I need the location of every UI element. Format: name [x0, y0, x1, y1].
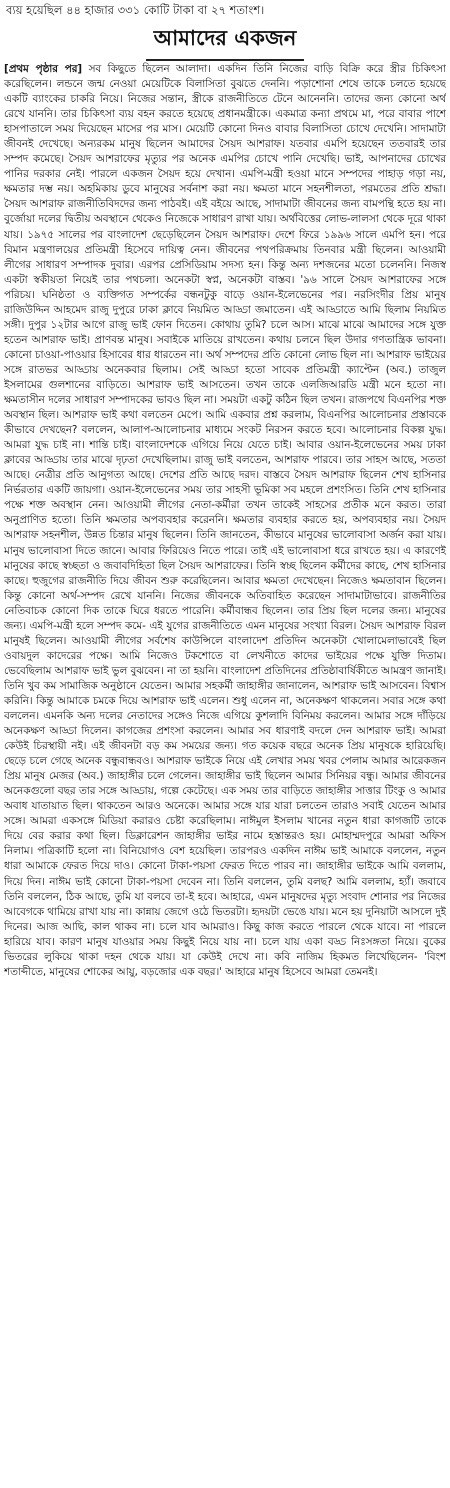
previous-article-tail: ব্যয় হয়েছিল ৪৪ হাজার ৩৩১ কোটি টাকা বা ২৭ শতাংশ। [6, 3, 265, 17]
headline-container [0, 20, 450, 60]
article-headline: আমাদের একজন [146, 20, 305, 61]
article-paragraph [4, 62, 446, 980]
article-text: সব কিছুতে ছিলেন আলাদা। একদিন তিনি নিজের বাড়ি বিক্রি করে স্ত্রীর চিকিৎসা করেছিলেন। লন্ডনে জন্ম নেওয়া মেয়েটিকে বিলাসিতা বুঝতে দেননি। পড়াশোনা শেষে তাকে চলতে হয়েছে একটি ব্যাংকের চাকরি নিয়ে। নিজের সন্তান, স্ত্রীকে রাজনীতিতে টেনে আনেননি। তাদের জন্য কোনো অর্থ রেখে যাননি। তার চিকিৎসা ব্যয় বহন করতে হয়েছে প্রধানমন্ত্রীকে। একমাত্র কন্যা প্রথমে মা, পরে বাবার পাশে হাসপাতালে সময় দিয়েছেন মাসের পর মাস। মেয়েটি কোনো দিনও বাবার বিলাসিতা চোখে দেখেনি। সাদামাটা জীবনই দেখেছে। অন্যরকম মানুষ ছিলেন আমাদের সৈয়দ আশরাফ। যতবার এমপি হয়েছেন ততবারই তার সম্পদ কমেছে। সৈয়দ আশরাফের মৃত্যুর পর অনেক এমপির চোখে পানি দেখেছি। ভাই, আপনাদের চোখের পানির দরকার নেই। পারলে একজন সৈয়দ হয়ে দেখান। এমপি-মন্ত্রী হওয়া মানে সম্পদের পাহাড় গড়া নয়, ক্ষমতার দম্ভ নয়। অহমিকায় ডুবে মানুষের সর্বনাশ করা নয়। ক্ষমতা মানে সহনশীলতা, পরমতের প্রতি শ্রদ্ধা। সৈয়দ আশরাফ রাজনীতিবিদদের জন্য পাঠবই। এই বইয়ে আছে, সাদামাটা জীবনের জন্য বামপন্থি হতে হয় না। বুর্জোয়া দলের দ্বিতীয় অবস্থানে থেকেও নিজেকে সাধারণ রাখা যায়। অর্থবিত্তের লোভ-লালসা থেকে দূরে থাকা যায়। ১৯৭৫ সালের পর বাংলাদেশ ছেড়েছিলেন সৈয়দ আশরাফ। দেশে ফিরে ১৯৯৬ সালে এমপি হন। পরে বিমান মন্ত্রণালয়ের প্রতিমন্ত্রী হিসেবে দায়িত্ব নেন। জীবনের পথপরিক্রমায় তিনবার মন্ত্রী ছিলেন। আওয়ামী লীগের সাধারণ সম্পাদক দুবার। এরপর প্রেসিডিয়াম সদস্য হন। কিন্তু অন্য দশজনের মতো চলেননি। নিজস্ব একটা স্বকীয়তা নিয়েই তার পথচলা। অনেকটা স্বপ্ন, অনেকটা বাস্তব। '৯৬ সালে সৈয়দ আশরাফের সঙ্গে পরিচয়। ঘনিষ্ঠতা ও ব্যক্তিগত সম্পর্কের বন্ধনটুকু বাড়ে ওয়ান-ইলেভেনের পর। নরসিংদীর প্রিয় মানুষ রাজিউদ্দিন আহমেদ রাজু দুপুরে ঢাকা ক্লাবে নিয়মিত আড্ডা জমাতেন। এই আড্ডাতে আমি ছিলাম নিয়মিত সঙ্গী। দুপুর ১২টার আগে রাজু ভাই ফোন দিতেন। কোথায় তুমি? চলে আস। মাঝে মাঝে আমাদের সঙ্গে যুক্ত হতেন আশরাফ ভাই। প্রাণবন্ত মানুষ। সবাইকে মাতিয়ে রাখতেন। কথায় চলনে ছিল উদার গণতান্ত্রিক ভাবনা। কোনো চাওয়া-পাওয়ার হিসাবের ধার ধারতেন না। অর্থ সম্পদের প্রতি কোনো লোভ ছিল না। আশরাফ ভাইয়ের সঙ্গে রাতভর আড্ডায় অনেকবার ছিলাম। সেই আড্ডা হতো সাবেক প্রতিমন্ত্রী ক্যাপ্টেন (অব.) তাজুল ইসলামের গুলশানের বাড়িতে। আশরাফ ভাই আসতেন। তখন তাকে এলজিআরডি মন্ত্রী মনে হতো না। ক্ষমতাসীন দলের সাধারণ সম্পাদকের ভাবও ছিল না। সময়টা একটু কঠিন ছিল তখন। রাজপথে বিএনপির শক্ত অবস্থান ছিল। আশরাফ ভাই কথা বলতেন মেপে। আমি একবার প্রশ্ন করলাম, বিএনপির আলোচনার প্রস্তাবকে কীভাবে দেখছেন? বললেন, আলাপ-আলোচনার মাধ্যমে সংকট নিরসন করতে হবে। আলোচনার বিকল্প যুদ্ধ। আমরা যুদ্ধ চাই না। শান্তি চাই। বাংলাদেশকে এগিয়ে নিয়ে যেতে চাই। আবার ওয়ান-ইলেভেনের সময় ঢাকা ক্লাবের আড্ডায় তার মাঝে দৃঢ়তা দেখেছিলাম। রাজু ভাই বলতেন, আশরাফ পারবে। তার সাহস আছে, সততা আছে। নেত্রীর প্রতি আনুগত্য আছে। দেশের প্রতি আছে দরদ। বাস্তবে সৈয়দ আশরাফ ছিলেন শেখ হাসিনার নির্ভরতার একটি জায়গা। ওয়ান-ইলেভেনের সময় তার সাহসী ভূমিকা সব মহলে প্রশংসিত। তিনি শেখ হাসিনার পক্ষে শক্ত অবস্থান নেন। আওয়ামী লীগের নেতা-কর্মীরা তখন তাকেই সাহসের প্রতীক মনে করত। তারা অনুপ্রাণিত হতো। তিনি ক্ষমতার অপব্যবহার করেননি। ক্ষমতার ব্যবহার করতে হয়, অপব্যবহার নয়। সৈয়দ আশরাফ সহনশীল, উন্নত চিন্তার মানুষ ছিলেন। তিনি জানতেন, কীভাবে মানুষের ভালোবাসা অর্জন করা যায়। মানুষ ভালোবাসা দিতে জানে। আবার ফিরিয়েও নিতে পারে। তাই এই ভালোবাসা ধরে রাখতে হয়। এ কারণেই মানুষের কাছে স্বচ্ছতা ও জবাবদিহিতা ছিল সৈয়দ আশরাফের। তিনি স্বচ্ছ ছিলেন কর্মীদের কাছে, শেখ হাসিনার কাছে। হুজুগের রাজনীতি দিয়ে জীবন শুরু করেছিলেন। আবার ক্ষমতা দেখেছেন। নিজেও ক্ষমতাবান ছিলেন। কিন্তু কোনো অর্থ-সম্পদ রেখে যাননি। নিজের জীবনকে অতিবাহিত করেছেন সাদামাটাভাবে। রাজনীতির নেতিবাচক কোনো দিক তাকে ঘিরে ধরতে পারেনি। কর্মীবান্ধব ছিলেন। তার প্রিয় ছিল দলের জন্য। মানুষের জন্য। এমপি-মন্ত্রী হলে সম্পদ কমে- এই যুগের রাজনীতিতে এমন মানুষের সংখ্যা বিরল। সৈয়দ আশরাফ বিরল মানুষই ছিলেন। আওয়ামী লীগের সর্বশেষ কাউন্সিলে বাংলাদেশ প্রতিদিন অনেকটা খোলামেলাভাবেই ছিল ওবায়দুল কাদেরের পক্ষে। আমি নিজেও টকশোতে বা লেখনীতে কাদের ভাইয়ের পক্ষে যুক্তি দিতাম। ভেবেছিলাম আশরাফ ভাই ভুল বুঝবেন। না তা হয়নি। বাংলাদেশ প্রতিদিনের প্রতিষ্ঠাবার্ষিকীতে আমন্ত্রণ জানাই। তিনি খুব কম সামাজিক অনুষ্ঠানে যেতেন। আমার সহকর্মী জাহাঙ্গীর জানালেন, আশরাফ ভাই আসবেন। বিশ্বাস করিনি। কিন্তু আমাকে চমকে দিয়ে আশরাফ ভাই এলেন। শুধু এলেন না, অনেকক্ষণ থাকলেন। সবার সঙ্গে কথা বললেন। এমনকি অন্য দলের নেতাদের সঙ্গেও নিজে এগিয়ে কুশলাদি বিনিময় করলেন। আমার সঙ্গে দাঁড়িয়ে অনেকক্ষণ আড্ডা দিলেন। কাগজের প্রশংসা করলেন। আমার সব ধারণাই বদলে দেন আশরাফ ভাই। আমরা কেউই চিরস্থায়ী নই। এই জীবনটা বড় কম সময়ের জন্য। গত কয়েক বছরে অনেক প্রিয় মানুষকে হারিয়েছি। ছেড়ে চলে গেছে অনেক বন্ধুবান্ধবও। আশরাফ ভাইকে নিয়ে এই লেখার সময় খবর পেলাম আমার আরেকজন প্রিয় মানুষ মেজর (অব.) জাহাঙ্গীর চলে গেলেন। জাহাঙ্গীর ভাই ছিলেন আমার সিনিয়র বন্ধু। আমার জীবনের অনেকগুলো বছর তার সঙ্গে আড্ডায়, গল্পে কেটেছে। এক সময় তার বাড়িতে জাহাঙ্গীর সাত্তার টিংকু ও আমার অবাধ যাতায়াত ছিল। থাকতেন আরও অনেকে। আমার সঙ্গে যার যারা চলতেন তারাও সবাই যেতেন আমার সঙ্গে। আমরা একসঙ্গে মিডিয়া করারও চেষ্টা করেছিলাম। নাঈমুল ইসলাম খানের নতুন ধারা কাগজটি তাকে দিয়ে বের করার কথা ছিল। ডিক্লারেশন জাহাঙ্গীর ভাইর নামে হস্তান্তরও হয়। মোহাম্মদপুরে আমরা অফিস নিলাম। পত্রিকাটি হলো না। বিনিয়োগও বেশ হয়েছিল। তারপরও একদিন নাঈম ভাই আমাকে বললেন, নতুন ধারা আমাকে ফেরত দিয়ে দাও। কোনো টাকা-পয়সা ফেরত দিতে পারব না। জাহাঙ্গীর ভাইকে আমি বললাম, দিয়ে দিন। নাঈম ভাই কোনো টাকা-পয়সা দেবেন না। তিনি বললেন, তুমি বলছ? আমি বললাম, হ্যাঁ। জবাবে তিনি বললেন, ঠিক আছে, তুমি যা বলবে তা-ই হবে। আহারে, এমন মানুষদের মৃত্যু সংবাদ শোনার পর নিজের আবেগকে থামিয়ে রাখা যায় না। কান্নায় জেগে ওঠে ভিতরটা। হৃদয়টা ভেঙে যায়। মনে হয় দুনিয়াটা আসলে দুই দিনের। আজ আছি, কাল থাকব না। চলে যাব আমরাও। কিছু কাজ করতে পারলে থেকে যাবে। না পারলে হারিয়ে যাব। কারণ মানুষ যাওয়ার সময় কিছুই নিয়ে যায় না। চলে যায় একা বড্ড নিঃসঙ্গতা নিয়ে। বুকের ভিতরের লুকিয়ে থাকা দহন থেকে যায়। যা কেউই দেখে না। কবি নাজিম হিকমত লিখেছিলেন- 'বিংশ শতাব্দীতে, মানুষের শোকের আয়ু, বড়জোর এক বছর।' আহারে মানুষ হিসেবে আমরা তেমনই। [4, 63, 446, 978]
article-body [4, 62, 446, 1480]
continued-from-front-page-label: [প্রথম পৃষ্ঠার পর] [4, 63, 83, 75]
